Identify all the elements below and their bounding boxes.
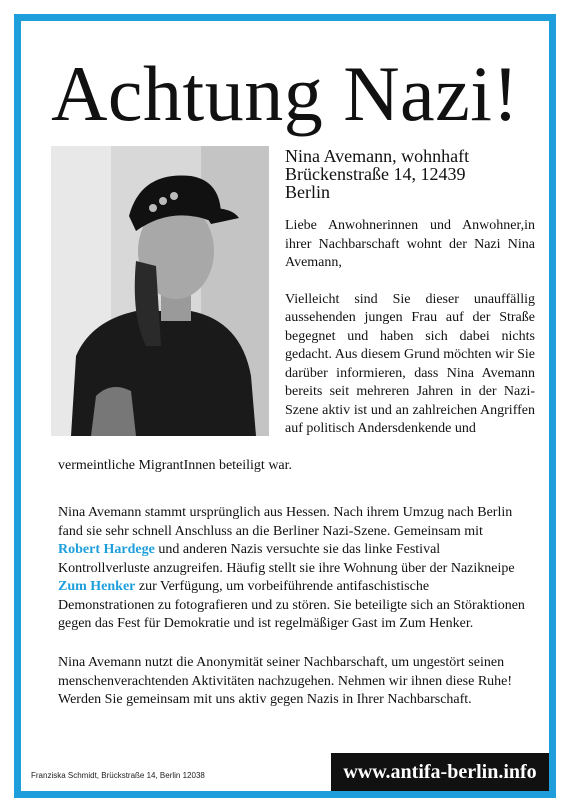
- footer-address: Franziska Schmidt, Brückstraße 14, Berlin 12038: [31, 771, 205, 780]
- name-line: Nina Avemann, wohnhaft: [285, 146, 470, 166]
- link-robert-hardege[interactable]: Robert Hardege: [58, 542, 155, 557]
- paragraph-2-tail: vermeintliche MigrantInnen beteiligt war.: [58, 458, 293, 473]
- intro-paragraph: Liebe Anwohnerinnen und Anwohner,in ihrer Nachbarschaft wohnt der Nazi Nina Avemann,: [285, 218, 535, 270]
- street-line: Brückenstraße 14, 12439: [285, 164, 466, 184]
- intro-text: [285, 217, 535, 439]
- city-line: Berlin: [285, 182, 330, 202]
- portrait-illustration: [51, 146, 269, 436]
- paragraph-4: Nina Avemann nutzt die Anonymität seiner Nachbarschaft, um ungestört seinen menschenverachtenden Aktivitäten nachzugehen. Nehmen wir ihnen diese Ruhe! Werden Sie gemeinsam mit uns aktiv gegen Nazis in Ihrer Nachbarschaft.: [58, 655, 513, 707]
- paragraph-3-part2: und anderen Nazis versuchte sie das linke Festival Kontrollverluste anzugreifen. Häufig stellt sie ihre Wohnung über der Nazikneipe: [58, 542, 515, 576]
- paragraph-2-top: Vielleicht sind Sie dieser unauffällig aussehenden jungen Frau auf der Straße begegnet und haben sich dabei nichts gedacht. Aus diesem Grund möchten wir Sie darüber informieren, dass Nina Avemann bereits seit mehreren Jahren in der Nazi-Szene aktiv ist und an zahlreichen Angriffen auf politisch Andersdenkende und: [285, 291, 536, 436]
- paragraph-3-part3: zur Verfügung, um vorbeiführende antifaschistische Demonstrationen zu fotografieren und zu stören. Sie beteiligte sich an Störaktionen gegen das Fest für Demokratie und ist regelmäßiger Gast im Zum Henker.: [58, 579, 525, 631]
- name-address-block: [285, 147, 535, 201]
- link-zum-henker[interactable]: Zum Henker: [58, 579, 136, 594]
- poster-frame: [14, 14, 556, 798]
- portrait-photo: [51, 146, 269, 436]
- paragraph-3-part1: Nina Avemann stammt ursprünglich aus Hessen. Nach ihrem Umzug nach Berlin fand sie sehr schnell Anschluss an die Berliner Nazi-Szene. Gemeinsam mit: [58, 505, 513, 539]
- headline: Achtung Nazi!: [51, 50, 519, 137]
- footer-website-link[interactable]: www.antifa-berlin.info: [331, 753, 549, 791]
- paragraph-3: [58, 504, 528, 634]
